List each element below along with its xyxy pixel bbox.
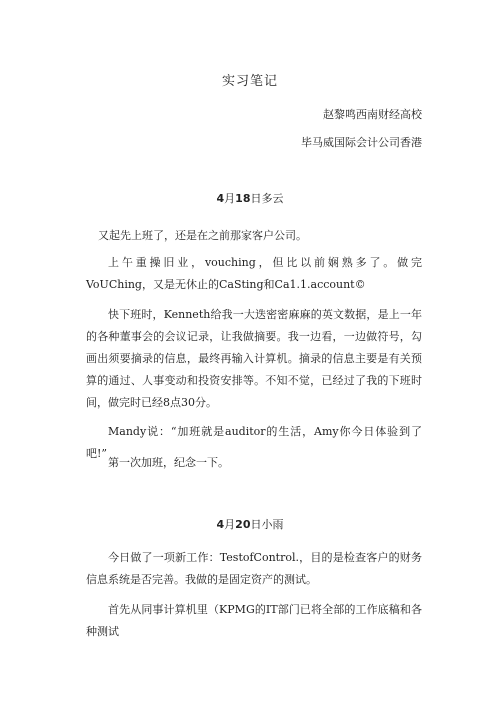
paragraph: 首先从同事计算机里（KPMG的IT部门已将全部的工作底稿和各种测试 [86, 603, 422, 638]
date-day: 20 [235, 518, 251, 531]
paragraph: 又起先上班了，还是在之前那家客户公司。 [98, 229, 307, 242]
entry-date [0, 190, 500, 206]
date-month: 4 [216, 192, 225, 205]
entry-date [0, 516, 500, 532]
page-title: 实习笔记 [221, 74, 278, 89]
date-month: 4 [216, 518, 225, 531]
date-month-unit: 月 [224, 192, 236, 205]
date-weather: 日多云 [250, 192, 284, 205]
paragraph: 第一次加班，纪念一下。 [108, 456, 229, 469]
date-weather: 日小雨 [250, 518, 284, 531]
paragraph: 今日做了一项新工作：TestofControl.，目的是检查客户的财务信息系统是否完善。我做的是固定资产的测试。 [86, 551, 422, 586]
author-line-1: 赵黎鸣西南财经高校 [323, 108, 422, 121]
paragraph: 上午重操旧业，vouching，但比以前娴熟多了。做完VoUChing，又是无休止的CaSting和Ca1.1.account© [86, 256, 422, 291]
date-day: 18 [235, 192, 251, 205]
author-line-2: 毕马威国际会计公司香港 [301, 136, 422, 149]
date-month-unit: 月 [224, 518, 236, 531]
paragraph: Mandy说：“加班就是auditor的生活，Amy你今日体验到了吧!” [86, 425, 422, 460]
paragraph: 快下班时，Kenneth给我一大迭密密麻麻的英文数据，是上一年的各种董事会的会议记录，让我做摘要。我一边看，一边做符号，勾画出须要摘录的信息，最终再输入计算机。摘录的信息主要是有关预算的通过、人事变动和投资安排等。不知不觉，已经过了我的下班时间，做完时已经8点30分。 [86, 308, 422, 409]
